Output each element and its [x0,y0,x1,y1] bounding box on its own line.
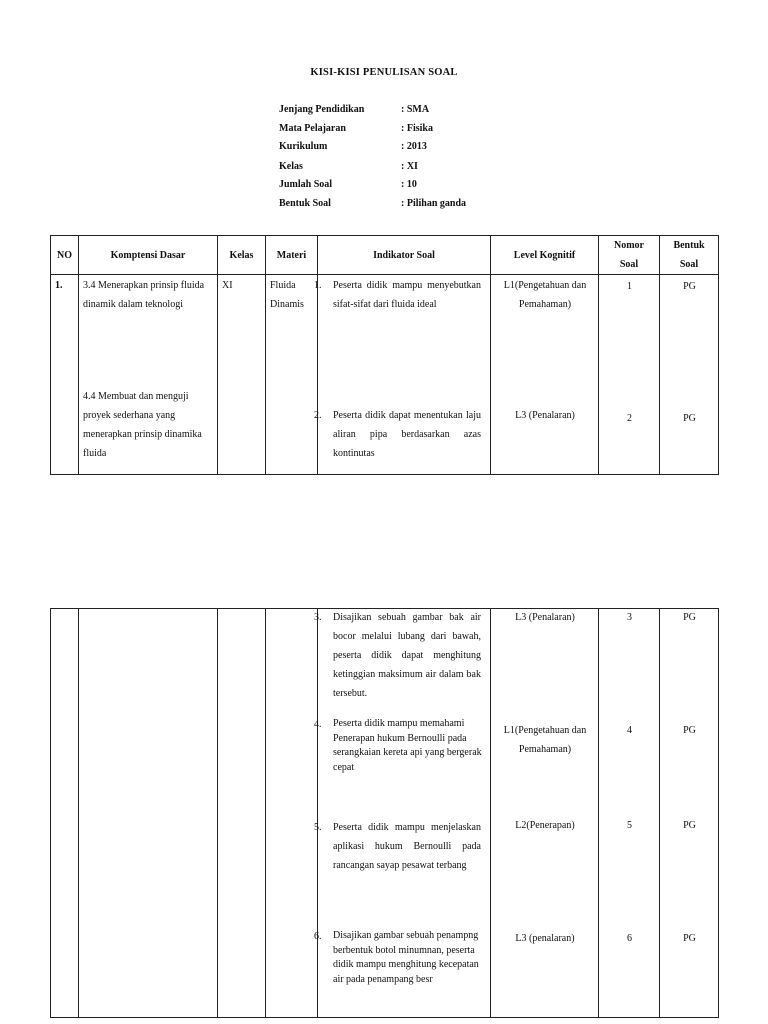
nomor-3: 3 [627,612,632,623]
materi-value: Fluida Dinamis [270,280,304,310]
level-6: L3 (penalaran) [515,933,575,944]
meta-label-bentuk: Bentuk Soal [279,198,331,209]
bentuk-6: PG [683,933,696,944]
table-row [51,275,719,475]
meta-label-kelas: Kelas [279,161,303,172]
nomor-4: 4 [627,725,632,736]
indikator-number-2: 2. [314,410,322,421]
table-row [51,609,719,1018]
nomor-6: 6 [627,933,632,944]
header-kelas: Kelas [218,236,266,275]
level-3: L3 (Penalaran) [515,612,575,623]
kisi-table-page-1 [50,235,719,475]
kisi-table-page-2 [50,608,719,1018]
level-1: L1(Pengetahuan dan Pemahaman) [503,280,587,310]
level-4: L1(Pengetahuan dan Pemahaman) [503,725,587,755]
indikator-number-1: 1. [314,280,322,291]
meta-label-jenjang: Jenjang Pendidikan [279,104,365,115]
indikator-number-4: 4. [314,719,322,730]
indikator-text-5: Peserta didik mampu menjelaskan aplikasi hukum Bernoulli pada rancangan sayap pesawat terbang [333,822,481,871]
level-5: L2(Penerapan) [515,820,575,831]
header-no: NO [51,236,79,275]
header-materi: Materi [266,236,318,275]
bentuk-3: PG [683,612,696,623]
indikator-number-5: 5. [314,822,322,833]
meta-label-kurikulum: Kurikulum [279,141,328,152]
meta-value-bentuk: : Pilihan ganda [401,198,467,209]
indikator-number-6: 6. [314,931,322,942]
row-number: 1. [55,280,63,291]
nomor-5: 5 [627,820,632,831]
meta-value-jumlah: : 10 [401,179,417,190]
header-indikator: Indikator Soal [318,236,491,275]
meta-value-kurikulum: : 2013 [401,141,427,152]
meta-label-mapel: Mata Pelajaran [279,123,346,134]
kd-4-4: 4.4 Membuat dan menguji proyek sederhana yang menerapkan prinsip dinamika fluida [83,391,202,459]
kd-3-4: 3.4 Menerapkan prinsip fluida dinamik dalam teknologi [83,280,205,310]
kelas-value: XI [222,280,233,291]
nomor-2: 2 [627,413,632,424]
level-2: L3 (Penalaran) [515,410,575,421]
meta-value-mapel: : Fisika [401,123,433,134]
bentuk-1: PG [683,281,696,292]
indikator-text-2: Peserta didik dapat menentukan laju aliran pipa berdasarkan azas kontinutas [333,410,481,459]
bentuk-4: PG [683,725,696,736]
header-nomor-line1: Nomor [614,240,644,251]
bentuk-5: PG [683,820,696,831]
header-nomor [599,236,660,275]
bentuk-2: PG [683,413,696,424]
meta-label-jumlah: Jumlah Soal [279,179,333,190]
header-level: Level Kognitif [491,236,599,275]
indikator-number-3: 3. [314,612,322,623]
header-bentuk [660,236,719,275]
header-bentuk-line1: Bentuk [673,240,705,251]
indikator-text-1: Peserta didik mampu menyebutkan sifat-sifat dari fluida ideal [333,280,481,310]
page-title: KISI-KISI PENULISAN SOAL [310,67,458,78]
header-kd: Komptensi Dasar [79,236,218,275]
meta-value-jenjang: : SMA [401,104,430,115]
header-nomor-line2: Soal [619,259,639,270]
indikator-text-3: Disajikan sebuah gambar bak air bocor melalui lubang dari bawah, peserta didik dapat menghitung ketinggian maksimum air dalam bak tersebut. [333,612,481,699]
indikator-text-6: Disajikan gambar sebuah penampng berbentuk botol minumnan, peserta didik mampu menghitung kecepatan air pada penampang besr [333,930,479,985]
indikator-text-4: Peserta didik mampu memahami Penerapan hukum Bernoulli pada serangkaian kereta api yang bergerak cepat [333,718,482,773]
table-header-row [51,236,719,275]
header-bentuk-line2: Soal [679,259,699,270]
nomor-1: 1 [627,281,632,292]
meta-value-kelas: : XI [401,161,418,172]
